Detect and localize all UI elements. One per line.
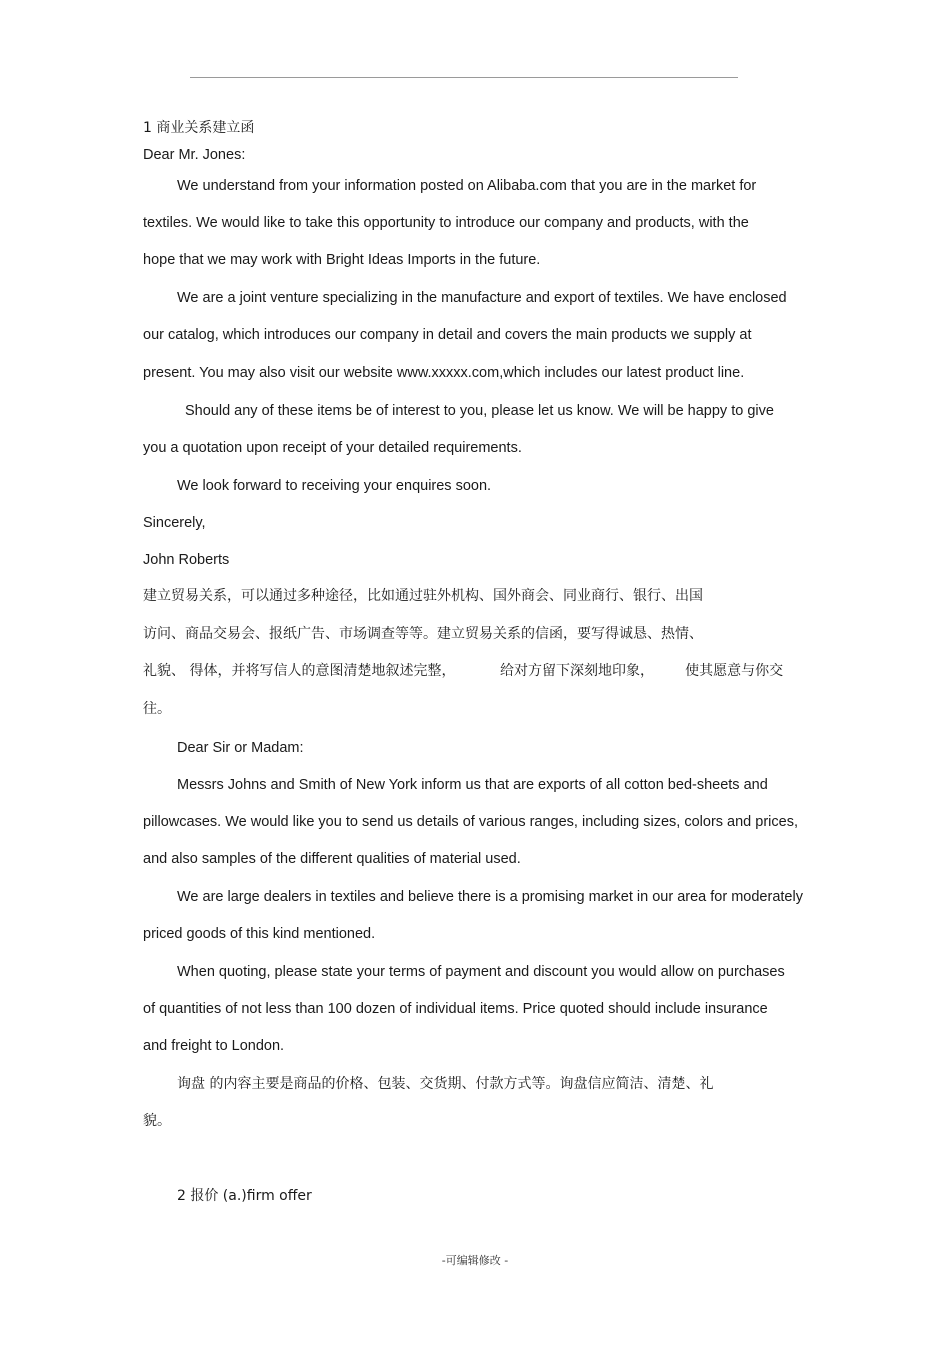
letter2-p3-line1: When quoting, please state your terms of payment and discount you would allow on purchases — [177, 964, 785, 980]
letter1-p1-line1: We understand from your information posted on Alibaba.com that you are in the market for — [177, 178, 757, 194]
header-rule — [190, 77, 738, 78]
letter2-p2-line2: priced goods of this kind mentioned. — [143, 926, 376, 942]
note1-line1: 建立贸易关系，可以通过多种途径，比如通过驻外机构、国外商会、同业商行、银行、出国 — [143, 588, 703, 604]
letter1-p3-line2: you a quotation upon receipt of your detailed requirements. — [143, 440, 522, 456]
letter2-p2-line1: We are large dealers in textiles and believe there is a promising market in our area for moderately — [177, 889, 803, 905]
note1-line4: 往。 — [143, 701, 171, 717]
letter2-p3-line2: of quantities of not less than 100 dozen of individual items. Price quoted should include insurance — [143, 1001, 768, 1017]
letter2-p3-line3: and freight to London. — [143, 1038, 285, 1054]
letter1-p1-line2: textiles. We would like to take this opportunity to introduce our company and products, with the — [143, 215, 749, 231]
letter1-p4: We look forward to receiving your enquires soon. — [177, 478, 492, 494]
letter1-p2-line1: We are a joint venture specializing in the manufacture and export of textiles. We have enclosed — [177, 290, 787, 306]
letter1-p1-line3: hope that we may work with Bright Ideas Imports in the future. — [143, 252, 541, 268]
letter2-salutation: Dear Sir or Madam: — [177, 740, 304, 756]
letter1-closing: Sincerely, — [143, 515, 206, 531]
letter2-p1-line2: pillowcases. We would like you to send us details of various ranges, including sizes, colors and prices, — [143, 814, 798, 830]
letter2-p1-line1: Messrs Johns and Smith of New York inform us that are exports of all cotton bed-sheets and — [177, 777, 768, 793]
letter2-p1-line3: and also samples of the different qualities of material used. — [143, 851, 521, 867]
section2-heading: 2 报价 (a.)firm offer — [177, 1188, 312, 1204]
letter1-p3-line1: Should any of these items be of interest to you, please let us know. We will be happy to give — [185, 403, 774, 419]
note2-line1: 询盘 的内容主要是商品的价格、包装、交货期、付款方式等。询盘信应简洁、清楚、礼 — [177, 1076, 714, 1092]
letter1-salutation: Dear Mr. Jones: — [143, 147, 246, 163]
page-footer: -可编辑修改 - — [441, 1254, 509, 1267]
note1-line2: 访问、商品交易会、报纸广告、市场调查等等。建立贸易关系的信函，要写得诚恳、热情、 — [143, 626, 703, 642]
letter1-p2-line3: present. You may also visit our website www.xxxxx.com,which includes our latest product line. — [143, 365, 745, 381]
letter1-p2-line2: our catalog, which introduces our company in detail and covers the main products we supply at — [143, 327, 752, 343]
note2-line2: 貌。 — [143, 1113, 171, 1129]
letter1-signature: John Roberts — [143, 552, 230, 568]
section-heading: 1 商业关系建立函 — [143, 120, 255, 136]
note1-line3: 礼貌、 得体，并将写信人的意图清楚地叙述完整， 给对方留下深刻地印象， 使其愿意与你交 — [143, 663, 784, 679]
